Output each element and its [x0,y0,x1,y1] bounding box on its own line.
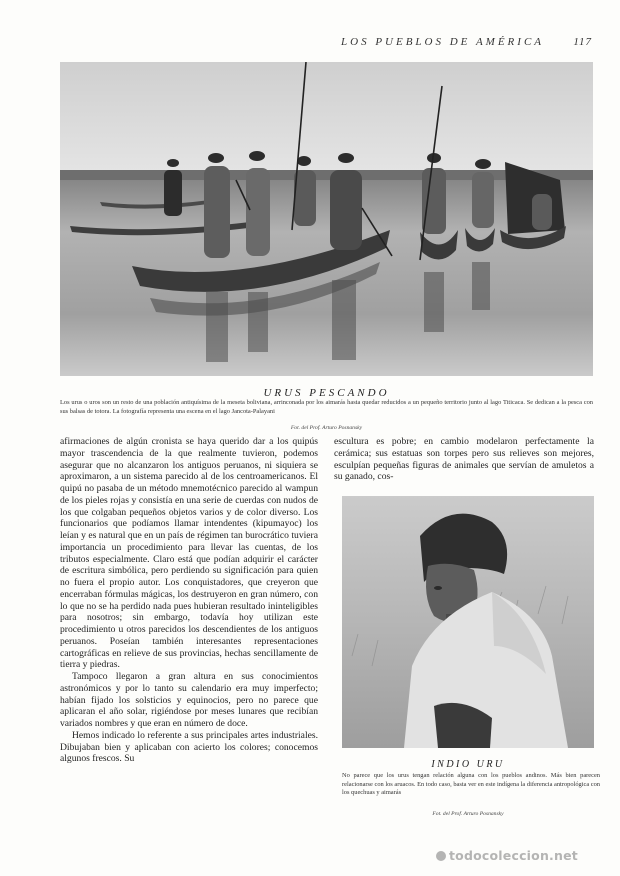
photo-indio-uru [342,496,594,748]
body-column-right: escultura es pobre; en cambio modelaron perfectamente la cerámica; sus estatuas son torpes pero sus relieves son mejores, esculpían pequeñas figuras de animales que servían de amuletos a su ganado, cos- [334,436,594,483]
photo-indio-uru-credit: Fot. del Prof. Arturo Posnansky [432,811,504,817]
running-head-title: LOS PUEBLOS DE AMÉRICA [341,36,544,48]
photo-indio-uru-caption-title: INDIO URU [431,759,505,770]
body-paragraph: Tampoco llegaron a gran altura en sus conocimientos astronómicos y por lo tanto su calendario era muy imperfecto; habían fijado los solsticios y equinocios, pero no parece que aplicaran el año solar, rigiéndose por meses lunares que recibían variados nombres y que eran en número de doce. [60,671,318,729]
photo-urus-fishing-caption-title: URUS PESCANDO [263,387,390,399]
body-paragraph: Hemos indicado lo referente a sus principales artes industriales. Dibujaban bien y aplicaban con acierto los colores; conocemos algunos frescos. Su [60,729,318,765]
photo-urus-fishing-caption-text: Los urus o uros son un resto de una población antiquísima de la meseta boliviana, arrinconada por los aimarás hasta quedar reducidos a un pequeño territorio junto al lago Titicaca. Se dedican a la pesca con sus balsas de totora. La fotografía representa una escena en el lago Jancota-Palayani [60,399,593,415]
photo-indio-uru-graphic [342,496,594,748]
watermark-text: todocoleccion.net [449,848,578,863]
watermark [436,848,606,866]
photo-indio-uru-caption-text: No parece que los urus tengan relación alguna con los pueblos andinos. Más bien parecen relacionarse con los aruacos. En todo caso, basta ver en este indígena la diferencia antropológica con los quechuas y aimarás [342,772,600,797]
body-column-left [60,436,318,765]
running-head [60,36,592,50]
photo-urus-fishing [60,62,593,376]
watermark-logo-icon [436,851,446,861]
photo-urus-fishing-credit: Fot. del Prof. Arturo Posnansky [290,425,363,431]
photo-urus-fishing-graphic [60,62,593,376]
body-paragraph: afirmaciones de algún cronista se haya querido dar a los quipús mayor trascendencia de la que realmente tuvieron, podemos asegurar que no alcanzaron los antiguos peruanos, ni siquiera se aproximaron, a un sistema parecido al de los centroamericanos. El quipú no pasaba de un método mnemotécnico parecido al wampun de los pieles rojas y consistía en una serie de cuerdas con nudos de los que colgaban pequeños objetos varios y de color diverso. Los funcionarios que podíamos llamar intendentes (kipumayoc) los leían y es natural que en un país de régimen tan burocrático tuviera importancia un procedimiento para llevar las cuentas, de los tributos especialmente. Claro está que podían adquirir el carácter de escritura simbólica, pero perdiendo su significación para quien no fuera el propio autor. Los conquistadores, que creyeron que encerraban fórmulas mágicas, los destruyeron en gran número, con lo que no se ha perdido nada pues hubieran resultado ininteligibles para nosotros; sin embargo, todavía hoy utilizan este procedimiento u otros parecidos los descendientes de los antiguos peruanos. Poseían también interesantes representaciones cartográficas en relieve de sus provincias, hechas sencillamente de tierra y piedras. [60,436,318,671]
page-number: 117 [573,36,592,48]
